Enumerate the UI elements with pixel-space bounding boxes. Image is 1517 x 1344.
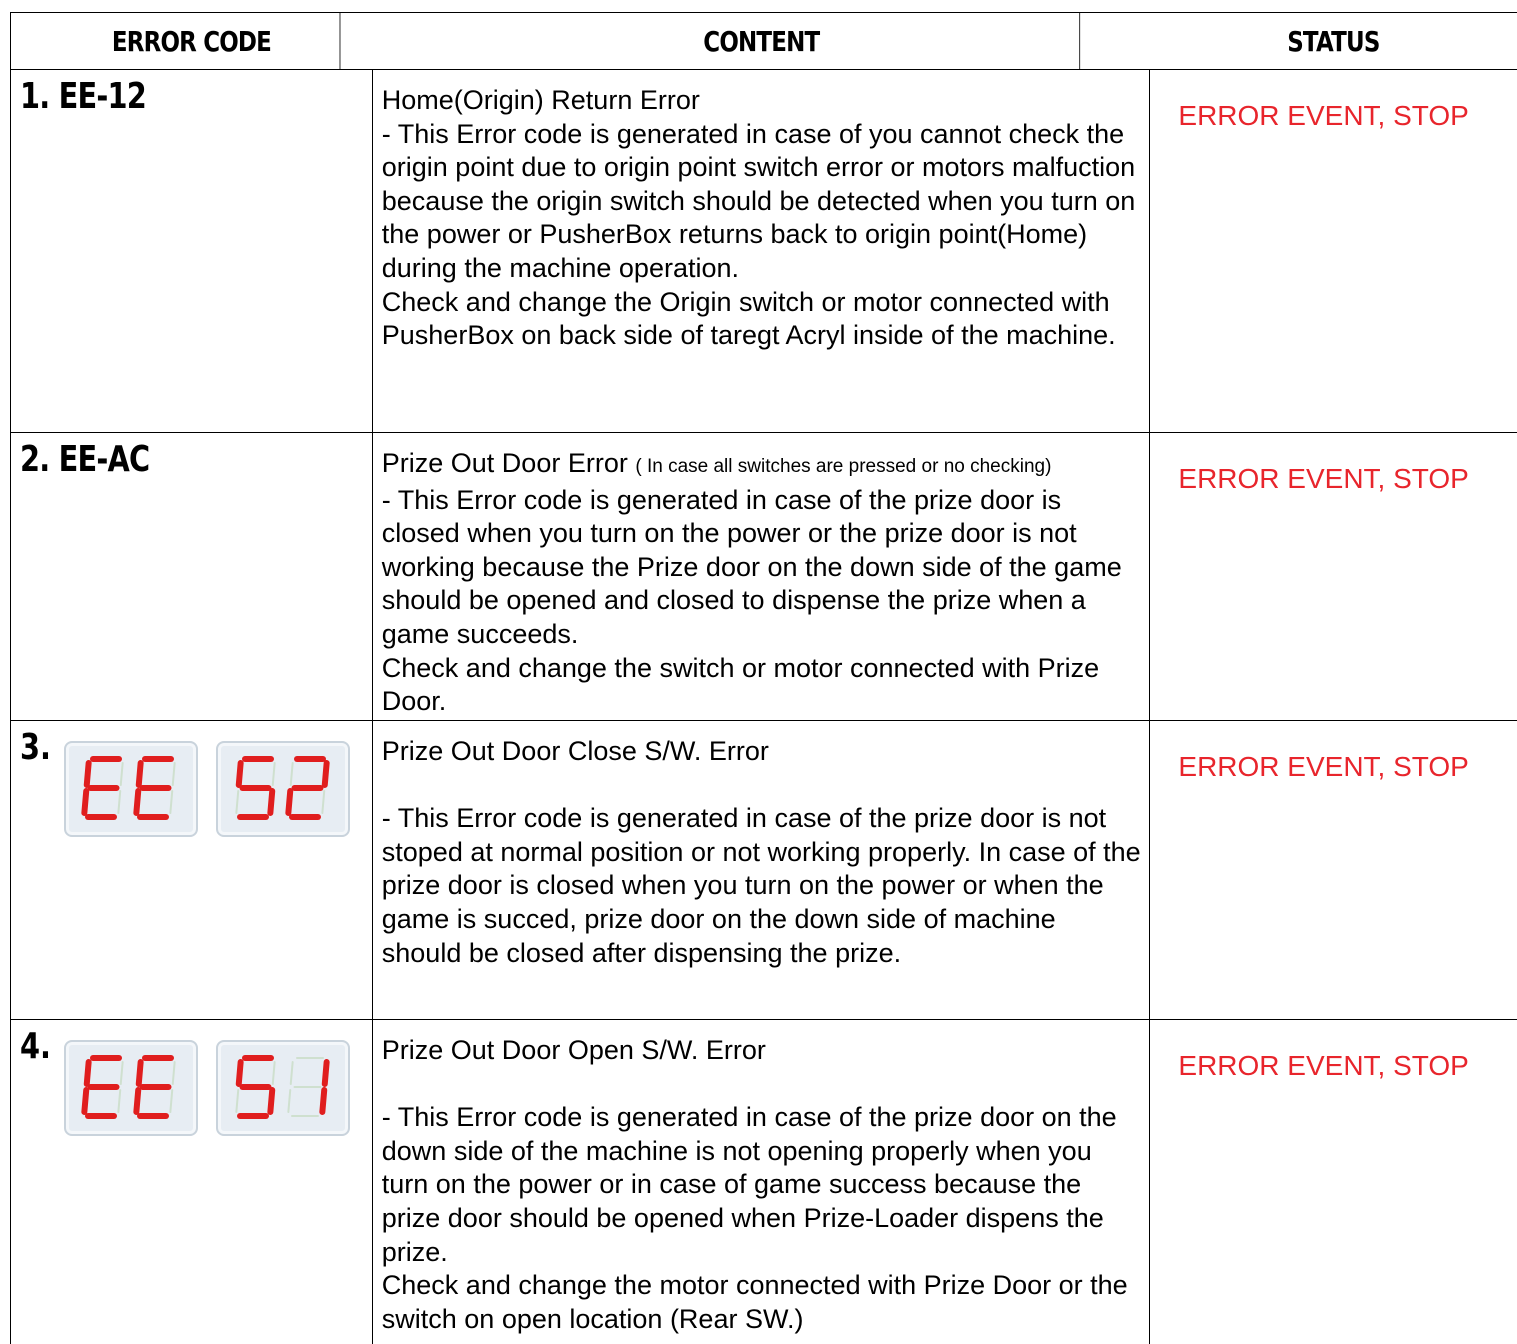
- segment-f: [87, 763, 89, 785]
- segment-f: [291, 1062, 293, 1084]
- segment-e: [288, 791, 290, 813]
- header-status-label: STATUS: [1287, 24, 1380, 58]
- segment-b: [173, 1062, 175, 1084]
- seven-segment-digits: [76, 1050, 186, 1126]
- content-cell: [373, 721, 1150, 1019]
- status-text: ERROR EVENT, STOP: [1178, 100, 1469, 131]
- segment-b: [121, 1062, 123, 1084]
- status-text: ERROR EVENT, STOP: [1178, 1050, 1469, 1081]
- segment-e: [236, 1090, 238, 1112]
- segment-c: [118, 1090, 120, 1112]
- seven-segment-digits: [228, 751, 338, 827]
- segment-f: [87, 1062, 89, 1084]
- seven-segment-digits: [76, 751, 186, 827]
- segment-b: [325, 763, 327, 785]
- seven-segment-display-left: [64, 741, 198, 837]
- blank-line: [382, 769, 1141, 803]
- content-title: Prize Out Door Close S/W. Error: [381, 736, 769, 766]
- table-row: [11, 433, 1517, 721]
- segment-e: [236, 791, 238, 813]
- segment-e: [84, 791, 86, 813]
- content-title-note: ( In case all switches are pressed or no checking): [635, 456, 1052, 477]
- error-code: 2. EE-AC: [20, 439, 150, 480]
- seven-segment-display-right: [216, 1040, 350, 1136]
- status-cell: [1150, 1020, 1517, 1344]
- content-action: Check and change the Origin switch or motor connected with PusherBox on back side of taregt Acryl inside of the machine.: [381, 286, 1116, 351]
- status-cell: [1150, 70, 1517, 432]
- status-text: ERROR EVENT, STOP: [1178, 751, 1469, 782]
- error-code: 1. EE-12: [20, 76, 146, 117]
- header-content: [443, 13, 1081, 69]
- content-text: [382, 84, 1141, 353]
- error-code-cell: [11, 1020, 373, 1344]
- segment-b: [173, 763, 175, 785]
- header-error-code-label: ERROR CODE: [111, 24, 272, 58]
- header-error-code: [44, 13, 341, 69]
- segment-c: [322, 1090, 324, 1112]
- segment-b: [273, 1062, 275, 1084]
- table-header: [11, 13, 1517, 70]
- status-text: ERROR EVENT, STOP: [1178, 463, 1469, 494]
- content-action: Check and change the motor connected with Prize Door or the switch on open location (Rear SW.): [381, 1270, 1128, 1334]
- header-content-label: CONTENT: [703, 24, 820, 58]
- table-row: [11, 721, 1517, 1020]
- segment-e: [84, 1090, 86, 1112]
- content-cell: [373, 433, 1150, 720]
- segment-c: [118, 791, 120, 813]
- segment-b: [325, 1062, 327, 1084]
- table-row: [11, 70, 1517, 433]
- content-text: [382, 447, 1141, 719]
- segment-c: [170, 791, 172, 813]
- content-title: Prize Out Door Error: [381, 448, 628, 478]
- header-status: [1183, 13, 1484, 69]
- segment-e: [136, 1090, 138, 1112]
- segment-f: [291, 763, 293, 785]
- segment-f: [139, 1062, 141, 1084]
- content-action: Check and change the switch or motor connected with Prize Door.: [381, 652, 1100, 717]
- segment-e: [288, 1090, 290, 1112]
- segment-c: [170, 1090, 172, 1112]
- content-text: [382, 735, 1141, 970]
- status-cell: [1150, 433, 1517, 720]
- content-cell: [373, 1020, 1150, 1344]
- segment-c: [270, 1090, 272, 1112]
- segment-c: [270, 791, 272, 813]
- seven-segment-display-left: [64, 1040, 198, 1136]
- seven-segment-digits: [228, 1050, 338, 1126]
- content-title: Prize Out Door Open S/W. Error: [381, 1035, 766, 1065]
- content-description: - This Error code is generated in case of you cannot check the origin point due to origin point switch error or motors malfuction because the origin switch should be detected when you turn on the power or PusherBox returns back to origin point(Home) during the machine operation.: [381, 118, 1136, 283]
- segment-c: [322, 791, 324, 813]
- error-code-table: [10, 12, 1517, 1344]
- error-code-cell: [11, 70, 373, 432]
- segment-e: [136, 791, 138, 813]
- segment-b: [121, 763, 123, 785]
- blank-line: [382, 1068, 1141, 1102]
- content-cell: [373, 70, 1150, 432]
- segment-b: [273, 763, 275, 785]
- row-number: 3.: [20, 727, 51, 768]
- content-description: - This Error code is generated in case of the prize door on the down side of the machine is not opening properly when you turn on the power or in case of game success because the prize door should be opened when Prize-Loader dispens the prize.: [381, 1102, 1117, 1267]
- segment-f: [139, 763, 141, 785]
- status-cell: [1150, 721, 1517, 1019]
- content-description: - This Error code is generated in case of the prize door is closed when you turn on the power or the prize door is not working because the Prize door on the down side of the game should be opened and closed to dispense the prize when a game succeeds.: [381, 484, 1122, 649]
- seven-segment-display-right: [216, 741, 350, 837]
- segment-f: [239, 1062, 241, 1084]
- row-number: 4.: [20, 1026, 51, 1067]
- content-title: Home(Origin) Return Error: [381, 85, 700, 115]
- content-description: - This Error code is generated in case of the prize door is not stoped at normal position or not working properly. In case of the prize door is closed when you turn on the power or when the game is succed, prize door on the down side of machine should be closed after dispensing the prize.: [381, 803, 1141, 968]
- content-text: [382, 1034, 1141, 1336]
- error-code-cell: [11, 433, 373, 720]
- table-row: [11, 1020, 1517, 1344]
- error-code-cell: [11, 721, 373, 1019]
- segment-f: [239, 763, 241, 785]
- content-title-line: [382, 447, 1141, 484]
